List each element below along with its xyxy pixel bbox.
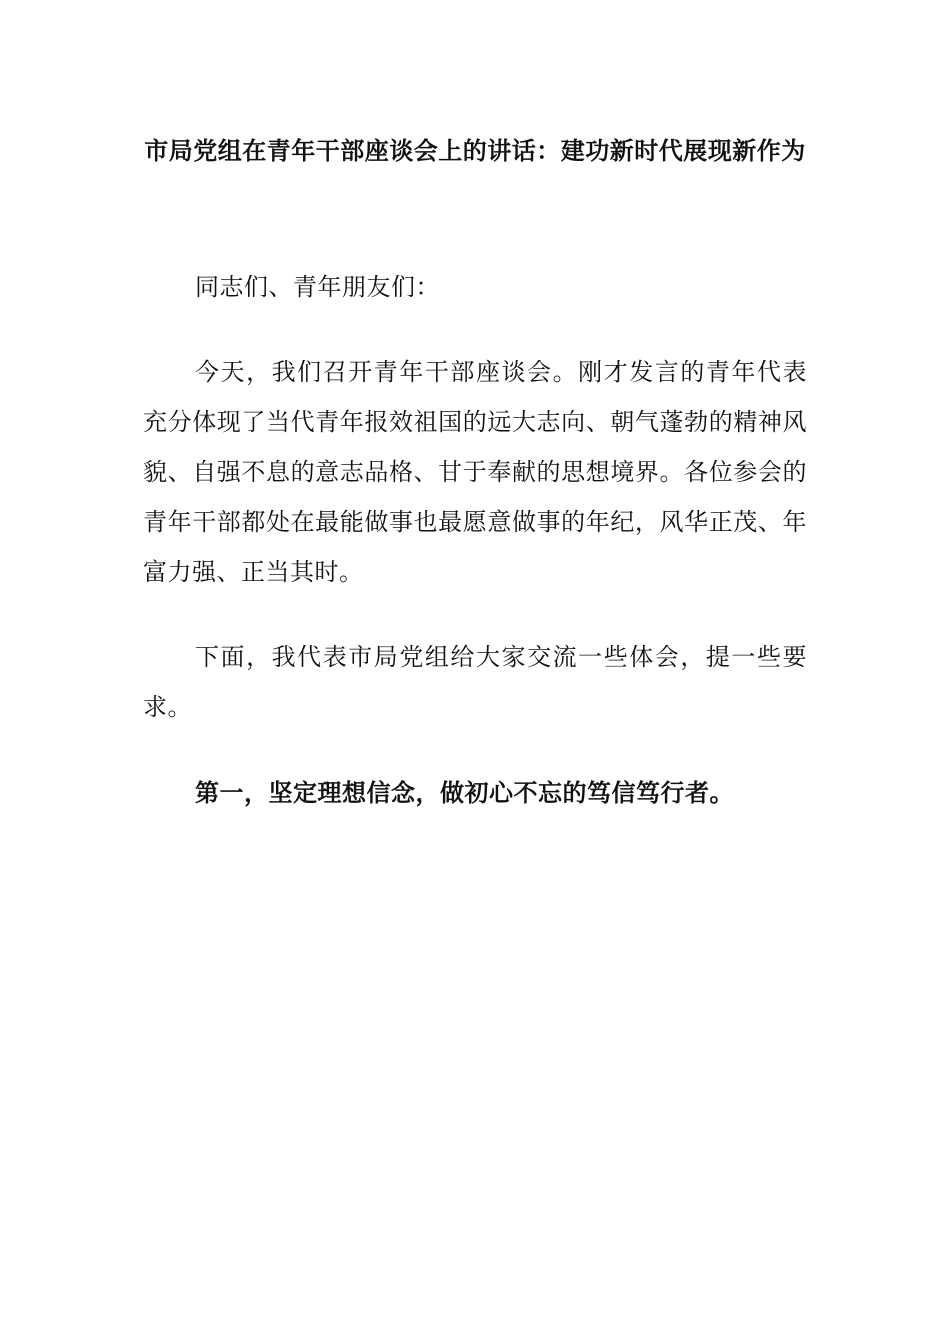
document-title: 市局党组在青年干部座谈会上的讲话：建功新时代展现新作为 bbox=[144, 137, 806, 165]
section-heading-point-one: 第一，坚定理想信念，做初心不忘的笃信笃行者。 bbox=[195, 779, 734, 807]
greeting-paragraph: 同志们、青年朋友们： bbox=[195, 273, 440, 301]
transition-paragraph: 下面，我代表市局党组给大家交流一些体会，提一些要求。 bbox=[143, 643, 807, 721]
intro-paragraph: 今天，我们召开青年干部座谈会。刚才发言的青年代表充分体现了当代青年报效祖国的远大志向、朝气蓬勃的精神风貌、自强不息的意志品格、甘于奉献的思想境界。各位参会的青年干部都处在最能做事也最愿意做事的年纪，风华正茂、年富力强、正当其时。 bbox=[143, 358, 807, 586]
